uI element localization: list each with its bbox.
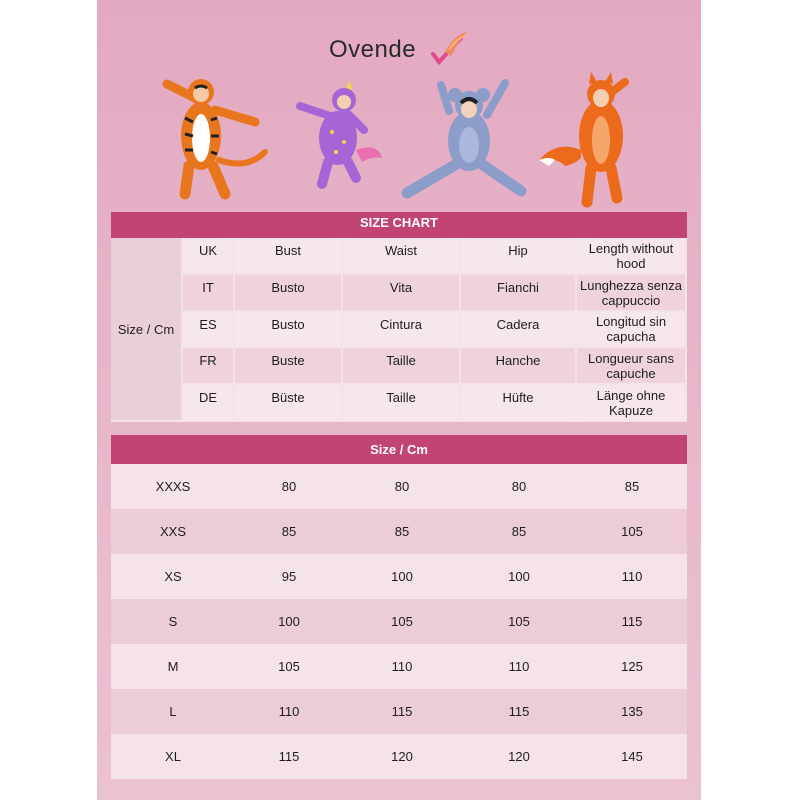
- length-term: Longitud sin capucha: [577, 312, 687, 348]
- length-value: 115: [621, 614, 643, 629]
- hip-term: Hanche: [461, 348, 577, 385]
- waist-term: Waist: [343, 238, 461, 275]
- hip-value: 110: [508, 659, 530, 674]
- bust-value: 100: [278, 614, 300, 629]
- waist-value: 110: [391, 659, 413, 674]
- costume-characters: [157, 70, 657, 210]
- bust-value: 80: [281, 479, 297, 494]
- waist-value: 115: [391, 704, 413, 719]
- bust-term: Büste: [235, 385, 343, 422]
- language-terms-table: [111, 238, 687, 422]
- size-cell: M: [167, 659, 179, 674]
- language-code: ES: [183, 312, 235, 348]
- size-cell: L: [169, 704, 177, 719]
- hip-value: 85: [511, 524, 527, 539]
- bust-value: 110: [278, 704, 300, 719]
- length-term: Longueur sans capuche: [577, 348, 687, 385]
- waist-term: Taille: [343, 348, 461, 385]
- hip-value: 115: [508, 704, 530, 719]
- language-code: FR: [183, 348, 235, 385]
- length-value: 110: [621, 569, 643, 584]
- size-cell: S: [168, 614, 178, 629]
- hip-term: Hüfte: [461, 385, 577, 422]
- length-term: Lunghezza senza cappuccio: [577, 275, 687, 312]
- language-code: UK: [183, 238, 235, 275]
- table-row: [111, 689, 687, 734]
- unicorn-costume-character: [292, 80, 392, 190]
- waist-term: Cintura: [343, 312, 461, 348]
- length-term: Length without hood: [577, 238, 687, 275]
- brand-logo-mark-icon: [425, 28, 469, 68]
- hip-term: Fianchi: [461, 275, 577, 312]
- sizes-table-title: Size / Cm: [111, 435, 687, 464]
- table-row: [111, 599, 687, 644]
- bust-value: 95: [281, 569, 297, 584]
- waist-value: 105: [391, 614, 413, 629]
- table-row: [111, 554, 687, 599]
- brand-name: Ovende: [329, 36, 417, 63]
- bust-term: Buste: [235, 348, 343, 385]
- waist-term: Taille: [343, 385, 461, 422]
- language-code: DE: [183, 385, 235, 422]
- length-value: 85: [624, 479, 640, 494]
- language-code: IT: [183, 275, 235, 312]
- brand-logo: [329, 28, 479, 68]
- length-value: 125: [621, 659, 643, 674]
- size-cell: XS: [164, 569, 182, 584]
- hip-term: Cadera: [461, 312, 577, 348]
- size-chart-title: SIZE CHART: [111, 212, 687, 239]
- table-row: [111, 644, 687, 689]
- waist-value: 80: [394, 479, 410, 494]
- bust-term: Busto: [235, 275, 343, 312]
- sizes-table: [111, 464, 687, 778]
- length-value: 105: [621, 524, 643, 539]
- size-unit-label: Size / Cm: [111, 238, 183, 422]
- size-cell: XXS: [159, 524, 186, 539]
- length-value: 135: [621, 704, 643, 719]
- hip-value: 100: [508, 569, 530, 584]
- hip-value: 80: [511, 479, 527, 494]
- length-value: 145: [621, 749, 643, 764]
- size-cell: XXXS: [155, 479, 191, 494]
- table-row: [111, 509, 687, 554]
- waist-value: 100: [391, 569, 413, 584]
- waist-value: 85: [394, 524, 410, 539]
- hip-term: Hip: [461, 238, 577, 275]
- koala-costume-character: [397, 75, 527, 205]
- fox-costume-character: [537, 70, 652, 210]
- tiger-costume-character: [157, 70, 277, 205]
- hip-value: 105: [508, 614, 530, 629]
- table-row: [111, 464, 687, 509]
- bust-value: 105: [278, 659, 300, 674]
- size-cell: XL: [165, 749, 181, 764]
- waist-term: Vita: [343, 275, 461, 312]
- bust-term: Bust: [235, 238, 343, 275]
- bust-value: 85: [281, 524, 297, 539]
- hip-value: 120: [508, 749, 530, 764]
- bust-value: 115: [278, 749, 300, 764]
- table-row: [111, 734, 687, 779]
- size-chart-poster: [97, 0, 701, 800]
- bust-term: Busto: [235, 312, 343, 348]
- length-term: Länge ohne Kapuze: [577, 385, 687, 422]
- waist-value: 120: [391, 749, 413, 764]
